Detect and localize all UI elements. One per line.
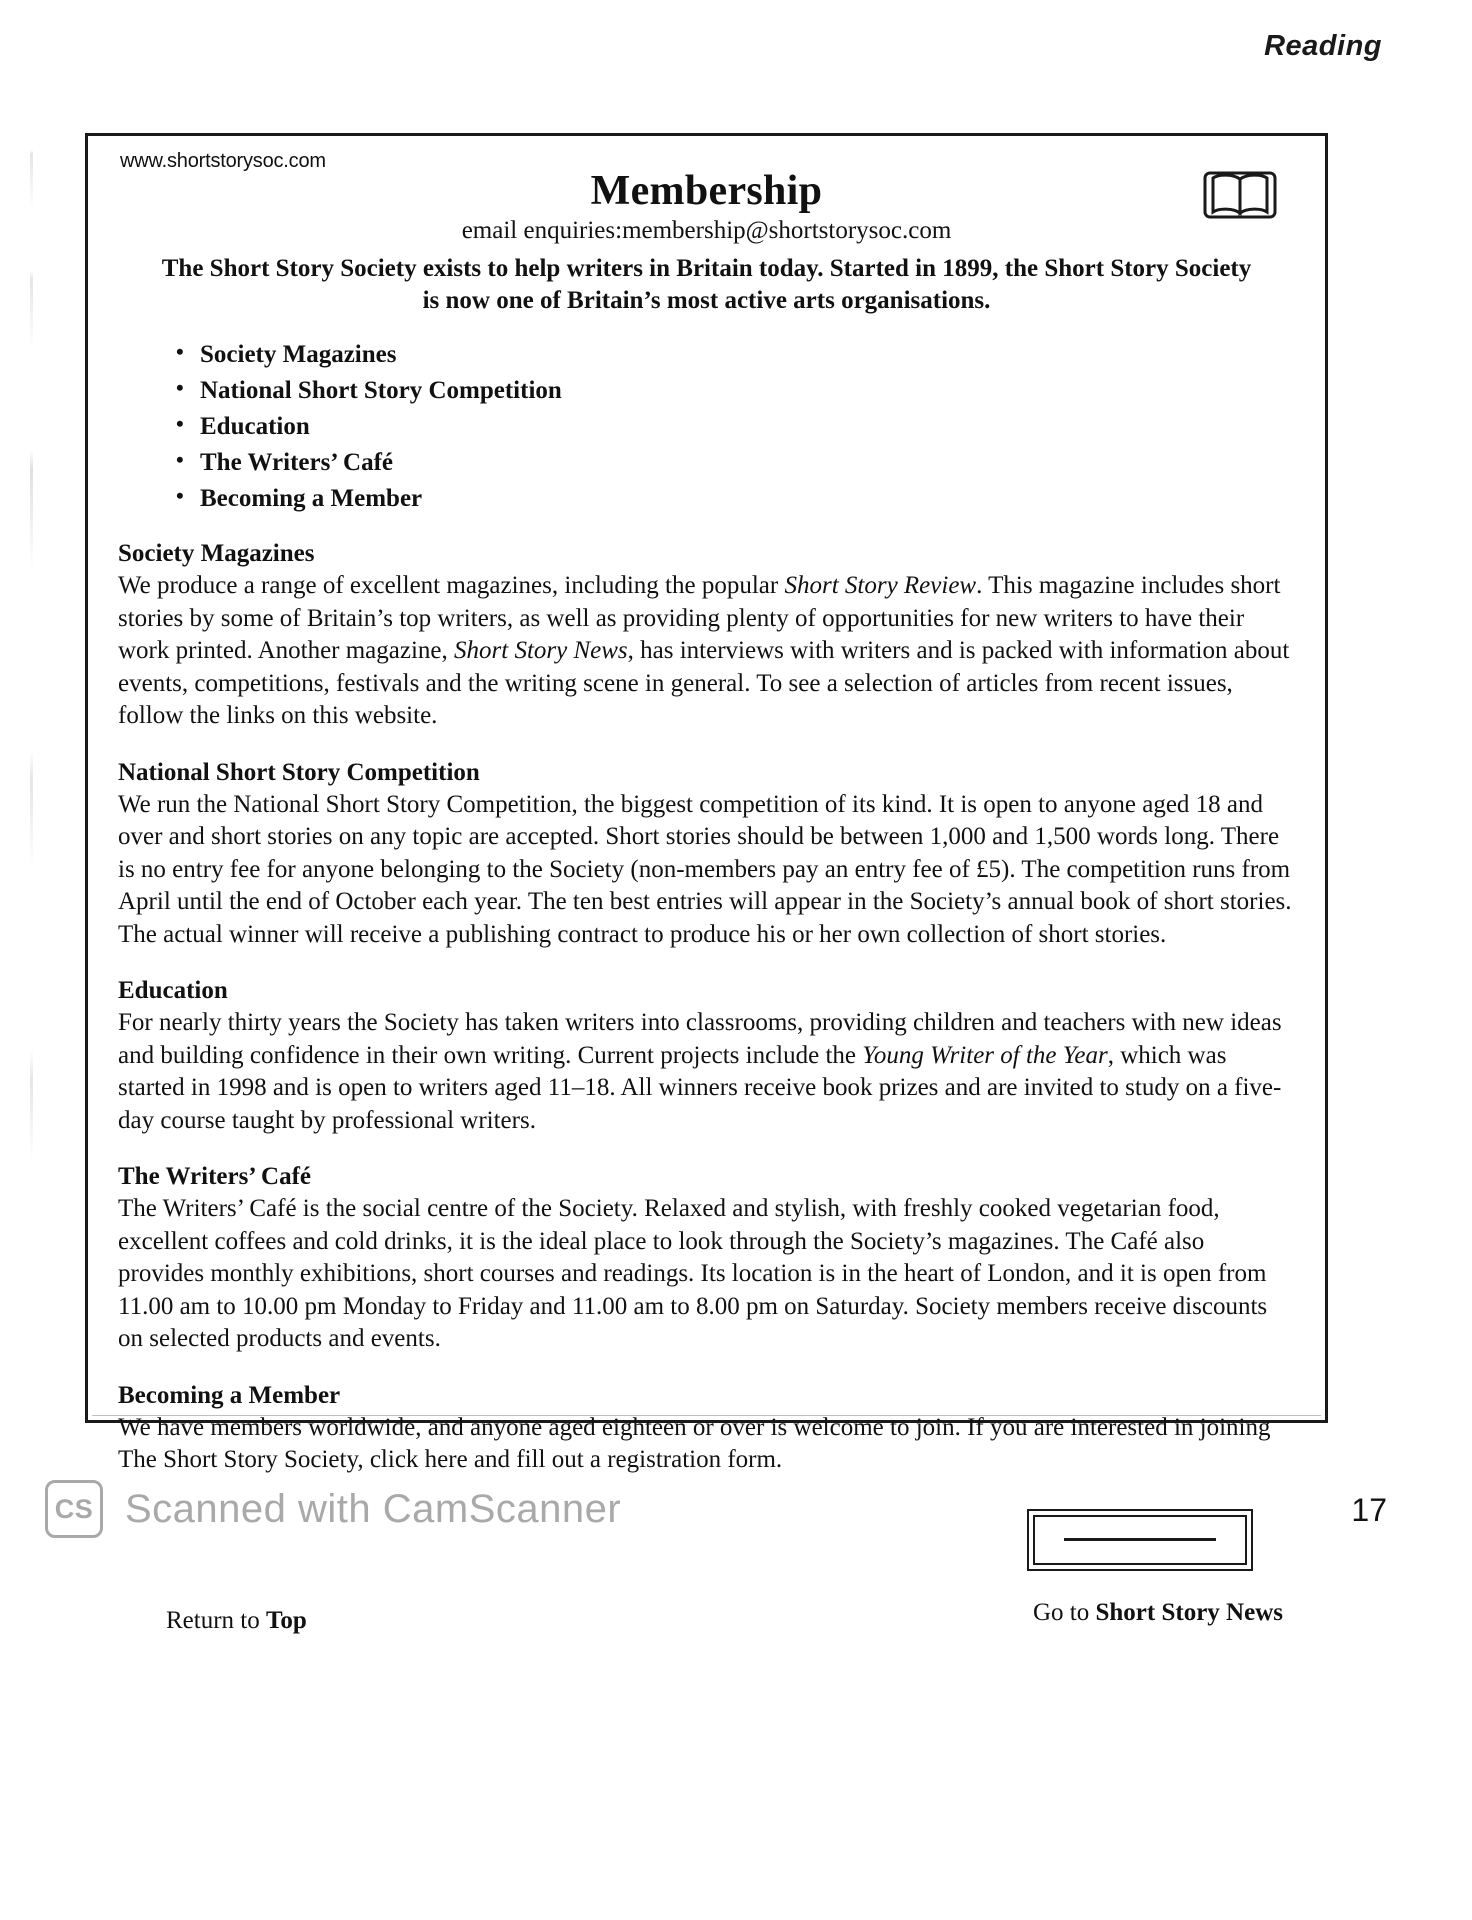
section-national-short-story-competition	[118, 759, 1295, 952]
website-url: www.shortstorysoc.com	[120, 150, 326, 172]
section-becoming-a-member	[118, 1382, 1295, 1477]
contents-item-the-writers-cafe[interactable]: • The Writers’ Café	[176, 447, 1295, 478]
contents-item-national-short-story-competition[interactable]: • National Short Story Competition	[176, 375, 1295, 406]
go-to-short-story-news-link[interactable]	[1033, 1599, 1283, 1627]
section-heading: The Writers’ Café	[118, 1163, 312, 1190]
return-to-top-prefix: Return to	[166, 1606, 266, 1634]
section-body: The Writers’ Café is the social centre of the Society. Relaxed and stylish, with freshly cooked vegetarian food, excellent coffees and cold drinks, it is the ideal place to look through the Society’s magazines. The Café also provides monthly exhibitions, short courses and readings. Its location is in the heart of London, and it is open from 11.00 am to 10.00 pm Monday to Friday and 11.00 am to 8.00 pm on Saturday. Society members receive discounts on selected products and events.	[118, 1195, 1268, 1352]
open-book-icon	[1203, 169, 1277, 226]
go-to-target: Short Story News	[1095, 1598, 1283, 1626]
section-society-magazines	[118, 540, 1295, 733]
section-body: We run the National Short Story Competition, the biggest competition of its kind. It is open to anyone aged 18 and over and short stories on any topic are accepted. Short stories should be between 1,000 and 1,500 words long. There is no entry fee for anyone belonging to the Society (non-members pay an entry fee of £5). The competition runs from April until the end of October each year. The ten best entries will appear in the Society’s annual book of short stories. The actual winner will receive a publishing contract to produce his or her own collection of short stories.	[118, 790, 1292, 948]
page-title: Membership	[590, 168, 823, 214]
section-body: We have members worldwide, and anyone aged eighteen or over is welcome to join. If you are interested in joining The Short Story Society, click here and fill out a registration form.	[118, 1413, 1271, 1473]
section-heading: Becoming a Member	[118, 1381, 341, 1409]
section-body: We produce a range of excellent magazines, including the popular Short Story Review. This magazine includes short stories by some of Britain’s top writers, as well as providing plenty of opportunities for new writers to have their work printed. Another magazine, Short Story News, has interviews with writers and is packed with information about events, competitions, festivals and the writing scene in general. To see a selection of articles from recent issues, follow the links on this website.	[118, 572, 1290, 729]
page-header-subject: Reading	[1264, 30, 1382, 62]
camscanner-watermark-text: Scanned with CamScanner	[125, 1486, 622, 1531]
return-to-top-link[interactable]	[166, 1607, 307, 1635]
scan-edge-artifact	[30, 150, 33, 1350]
title-row	[118, 167, 1295, 215]
contents-item-education[interactable]: • Education	[176, 411, 1295, 442]
section-heading: Society Magazines	[118, 540, 315, 567]
return-to-top-target: Top	[266, 1606, 307, 1634]
section-heading: Education	[118, 977, 228, 1004]
go-to-prefix: Go to	[1033, 1598, 1096, 1626]
button-blank-label	[1064, 1538, 1215, 1541]
section-body: For nearly thirty years the Society has taken writers into classrooms, providing children and teachers with new ideas and building confidence in their own writing. Current projects include the Young Writer of the Year, which was started in 1998 and is open to writers aged 11–18. All winners receive book prizes and are invited to study on a five-day course taught by professional writers.	[118, 1009, 1282, 1134]
button-inner-frame	[1033, 1515, 1247, 1565]
section-education	[118, 977, 1295, 1137]
intro-paragraph: The Short Story Society exists to help writers in Britain today. Started in 1899, the Short Story Society is now one of Britain’s most active arts organisations.	[161, 255, 1252, 314]
section-heading: National Short Story Competition	[118, 758, 480, 786]
email-enquiries: email enquiries:membership@shortstorysoc.com	[461, 217, 952, 244]
camscanner-watermark	[45, 1480, 621, 1538]
contents-item-becoming-a-member[interactable]: • Becoming a Member	[176, 483, 1295, 514]
camscanner-badge-icon: CS	[45, 1480, 103, 1538]
contents-item-society-magazines[interactable]: • Society Magazines	[176, 339, 1295, 370]
page-number: 17	[1351, 1492, 1387, 1528]
section-the-writers-cafe	[118, 1163, 1295, 1356]
registration-form-button[interactable]	[1027, 1509, 1253, 1571]
contents-list	[118, 339, 1295, 514]
